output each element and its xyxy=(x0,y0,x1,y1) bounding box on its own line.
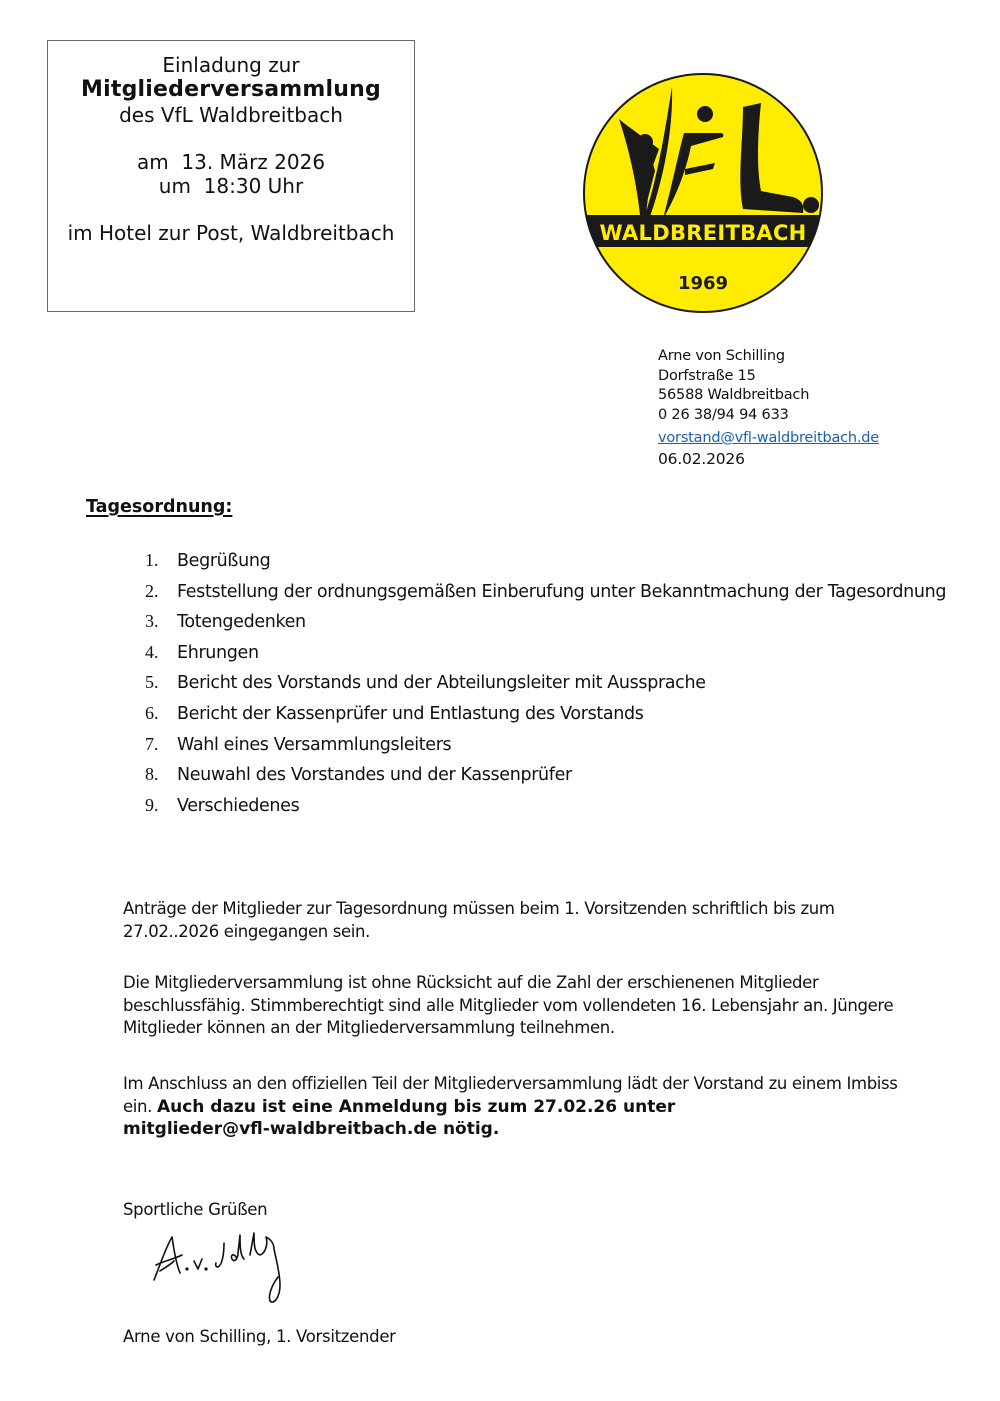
agenda-text: Verschiedenes xyxy=(177,795,300,816)
agenda-number: 2. xyxy=(145,580,159,601)
agenda-text: Wahl eines Versammlungsleiters xyxy=(177,734,452,755)
agenda-text: Neuwahl des Vorstandes und der Kassenprüfer xyxy=(177,765,572,786)
quorum-paragraph xyxy=(123,972,983,1040)
paragraph-line xyxy=(123,1096,983,1119)
invitation-time: um 18:30 Uhr xyxy=(158,174,304,199)
invitation-title: Mitgliederversammlung xyxy=(81,77,381,102)
agenda-item xyxy=(140,760,946,791)
agenda-number: 9. xyxy=(145,794,159,815)
agenda-text: Totengedenken xyxy=(177,612,306,633)
sender-phone: 0 26 38/94 94 633 xyxy=(658,406,789,423)
snack-paragraph xyxy=(123,1073,983,1141)
motions-paragraph xyxy=(123,898,983,943)
paragraph-text: ein. xyxy=(123,1096,157,1116)
invitation-intro: Einladung zur xyxy=(162,53,300,77)
letter-date: 06.02.2026 xyxy=(658,449,745,468)
agenda-number: 1. xyxy=(145,550,159,570)
agenda-number: 8. xyxy=(145,764,159,785)
logo-dot xyxy=(803,197,819,213)
registration-email: mitglieder@vfl-waldbreitbach.de nötig. xyxy=(123,1119,500,1139)
agenda-text: Ehrungen xyxy=(177,642,259,663)
invitation-box xyxy=(47,40,415,312)
sender-address xyxy=(658,347,879,469)
agenda-text: Feststellung der ordnungsgemäßen Einberufung unter Bekanntmachung der Tagesordnung xyxy=(177,581,947,602)
agenda-item xyxy=(140,577,946,608)
paragraph-line: beschlussfähig. Stimmberechtigt sind alle Mitglieder vom vollendeten 16. Lebensjahr an. Jüngere xyxy=(123,995,894,1015)
agenda-item xyxy=(140,638,946,669)
logo-f-head xyxy=(697,106,713,122)
sender-name: Arne von Schilling xyxy=(658,348,785,364)
agenda-item xyxy=(140,730,946,761)
agenda-number: 5. xyxy=(145,672,159,693)
paragraph-line: Im Anschluss an den offiziellen Teil der Mitgliederversammlung lädt der Vorstand zu einem Imbiss xyxy=(123,1074,898,1093)
sender-email-link[interactable]: vorstand@vfl-waldbreitbach.de xyxy=(658,430,880,446)
handwritten-signature xyxy=(150,1225,300,1307)
agenda-item xyxy=(140,668,946,699)
sender-city: 56588 Waldbreitbach xyxy=(658,387,810,403)
agenda-item xyxy=(140,546,946,577)
agenda-number: 6. xyxy=(145,702,159,723)
paragraph-line: 27.02..2026 eingegangen sein. xyxy=(123,921,371,941)
sender-street: Dorfstraße 15 xyxy=(658,367,756,384)
logo-band-text: WALDBREITBACH xyxy=(599,221,807,245)
invitation-club: des VfL Waldbreitbach xyxy=(119,103,343,128)
agenda-text: Begrüßung xyxy=(177,551,271,571)
agenda-item xyxy=(140,791,946,822)
closing-greeting: Sportliche Grüßen xyxy=(123,1200,268,1219)
invitation-date: am 13. März 2026 xyxy=(136,150,326,175)
invitation-location: im Hotel zur Post, Waldbreitbach xyxy=(67,221,395,246)
agenda-text: Bericht des Vorstands und der Abteilungsleiter mit Aussprache xyxy=(177,673,706,694)
logo-year: 1969 xyxy=(677,273,729,294)
agenda-item xyxy=(140,607,946,638)
agenda-number: 7. xyxy=(145,733,159,754)
agenda-text: Bericht der Kassenprüfer und Entlastung des Vorstands xyxy=(177,703,644,724)
club-logo xyxy=(581,71,825,315)
signer-name: Arne von Schilling, 1. Vorsitzender xyxy=(123,1327,396,1346)
agenda-number: 4. xyxy=(145,641,159,662)
agenda-number: 3. xyxy=(145,611,159,632)
paragraph-line: Mitglieder können an der Mitgliederversammlung teilnehmen. xyxy=(123,1018,615,1037)
paragraph-line: Die Mitgliederversammlung ist ohne Rücksicht auf die Zahl der erschienenen Mitglieder xyxy=(123,973,819,992)
agenda-heading: Tagesordnung: xyxy=(86,497,233,517)
registration-notice: Auch dazu ist eine Anmeldung bis zum 27.02.26 unter xyxy=(156,1096,676,1117)
paragraph-line: Anträge der Mitglieder zur Tagesordnung müssen beim 1. Vorsitzenden schriftlich bis zum xyxy=(123,899,835,918)
agenda-list xyxy=(140,546,946,821)
agenda-item xyxy=(140,699,946,730)
